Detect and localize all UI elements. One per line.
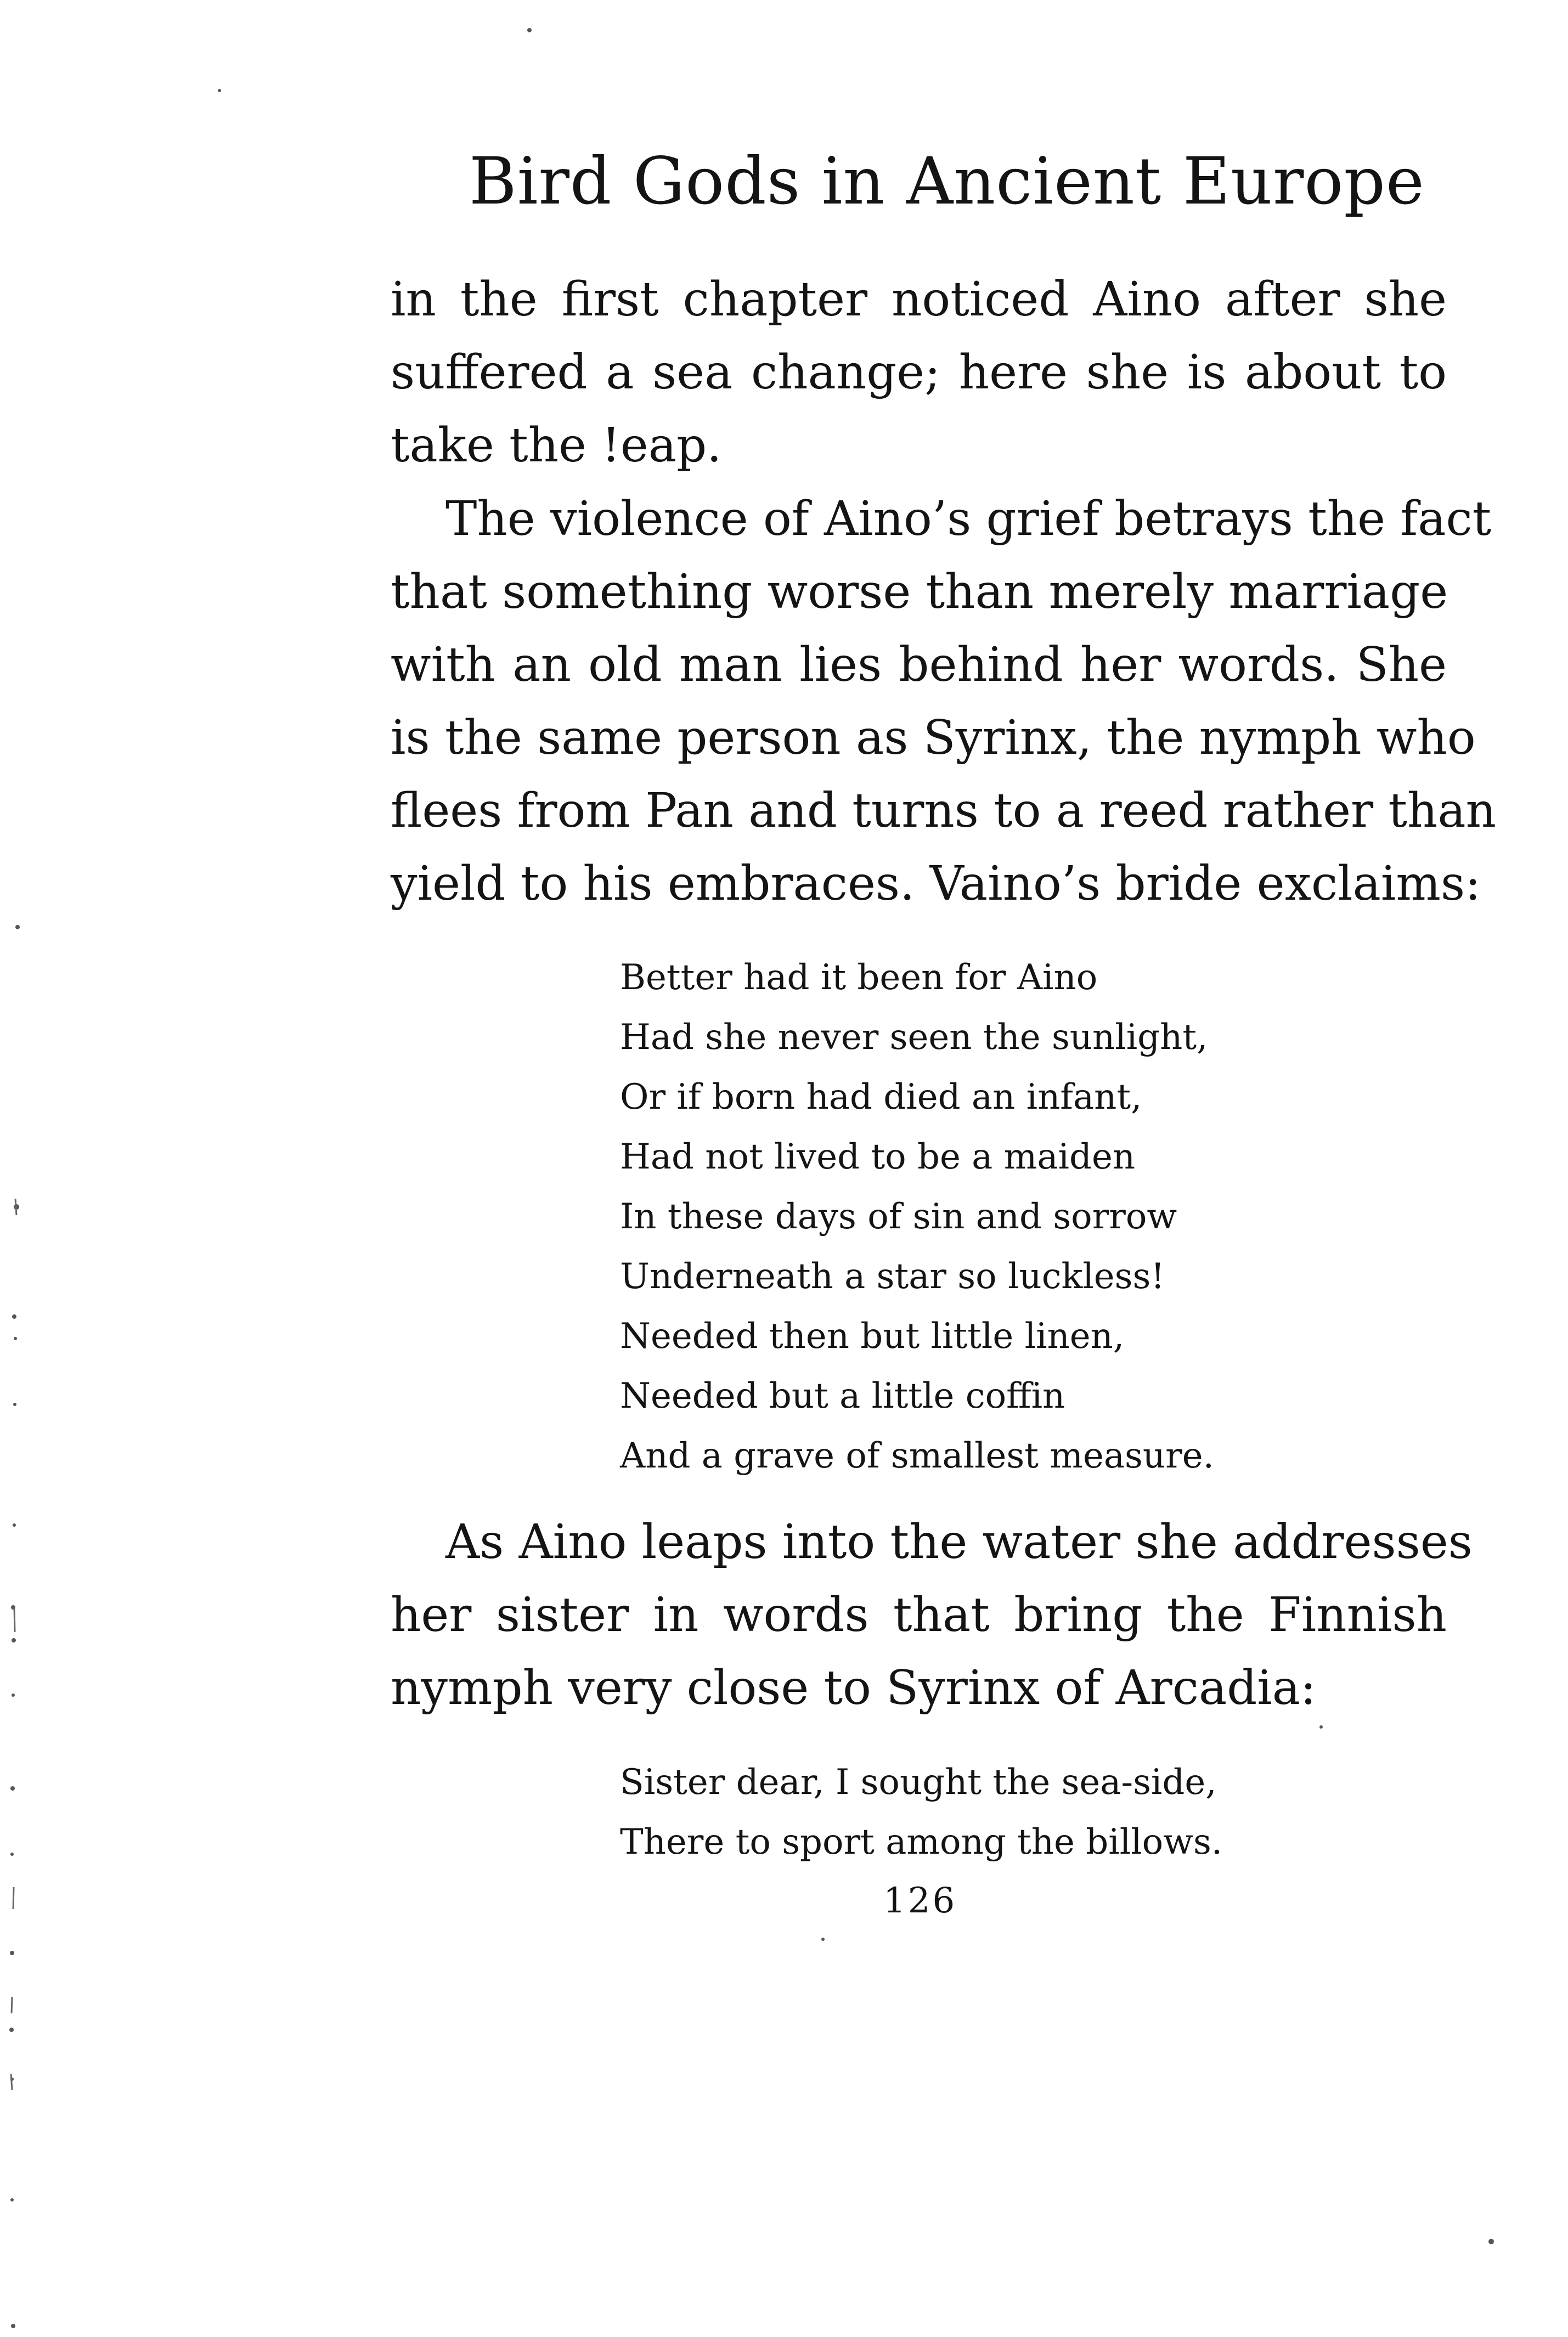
text-line: suffered a sea change; here she is about to xyxy=(391,345,1447,400)
verse-line: Had she never seen the sunlight, xyxy=(620,1017,1208,1058)
verse-quote-2 xyxy=(620,1753,1388,1872)
verse-line: And a grave of smallest measure. xyxy=(620,1436,1214,1476)
text-line: with an old man lies behind her words. She xyxy=(391,637,1447,692)
text-line: that something worse than merely marriage xyxy=(391,565,1448,619)
verse-quote-1 xyxy=(620,948,1388,1486)
page-number: 126 xyxy=(883,1881,957,1921)
verse-line: Underneath a star so luckless! xyxy=(620,1256,1165,1297)
verse-line: Needed then but little linen, xyxy=(620,1316,1125,1357)
paragraph-3 xyxy=(391,1506,1473,1725)
paragraph-2 xyxy=(391,483,1497,921)
verse-line: There to sport among the billows. xyxy=(620,1822,1223,1862)
text-line: is the same person as Syrinx, the nymph who xyxy=(391,710,1476,765)
verse-line: Sister dear, I sought the sea-side, xyxy=(620,1762,1217,1803)
verse-line: Had not lived to be a maiden xyxy=(620,1137,1136,1177)
text-line: yield to his embraces. Vaino’s bride exclaims: xyxy=(391,856,1481,911)
verse-line: Or if born had died an infant, xyxy=(620,1077,1142,1117)
text-line: nymph very close to Syrinx of Arcadia: xyxy=(391,1661,1317,1715)
verse-line: Needed but a little coffin xyxy=(620,1376,1065,1416)
verse-line: In these days of sin and sorrow xyxy=(620,1196,1177,1237)
text-line: The violence of Aino’s grief betrays the fact xyxy=(445,492,1492,546)
text-line: flees from Pan and turns to a reed rather than xyxy=(391,783,1497,838)
text-line: her sister in words that bring the Finnish xyxy=(391,1588,1447,1642)
verse-line: Better had it been for Aino xyxy=(620,957,1098,998)
paragraph-1 xyxy=(391,263,1447,482)
text-line: in the first chapter noticed Aino after she xyxy=(391,272,1447,327)
text-line: take the !eap. xyxy=(391,418,722,473)
running-head: Bird Gods in Ancient Europe xyxy=(469,143,1425,219)
text-line: As Aino leaps into the water she addresses xyxy=(445,1515,1473,1570)
